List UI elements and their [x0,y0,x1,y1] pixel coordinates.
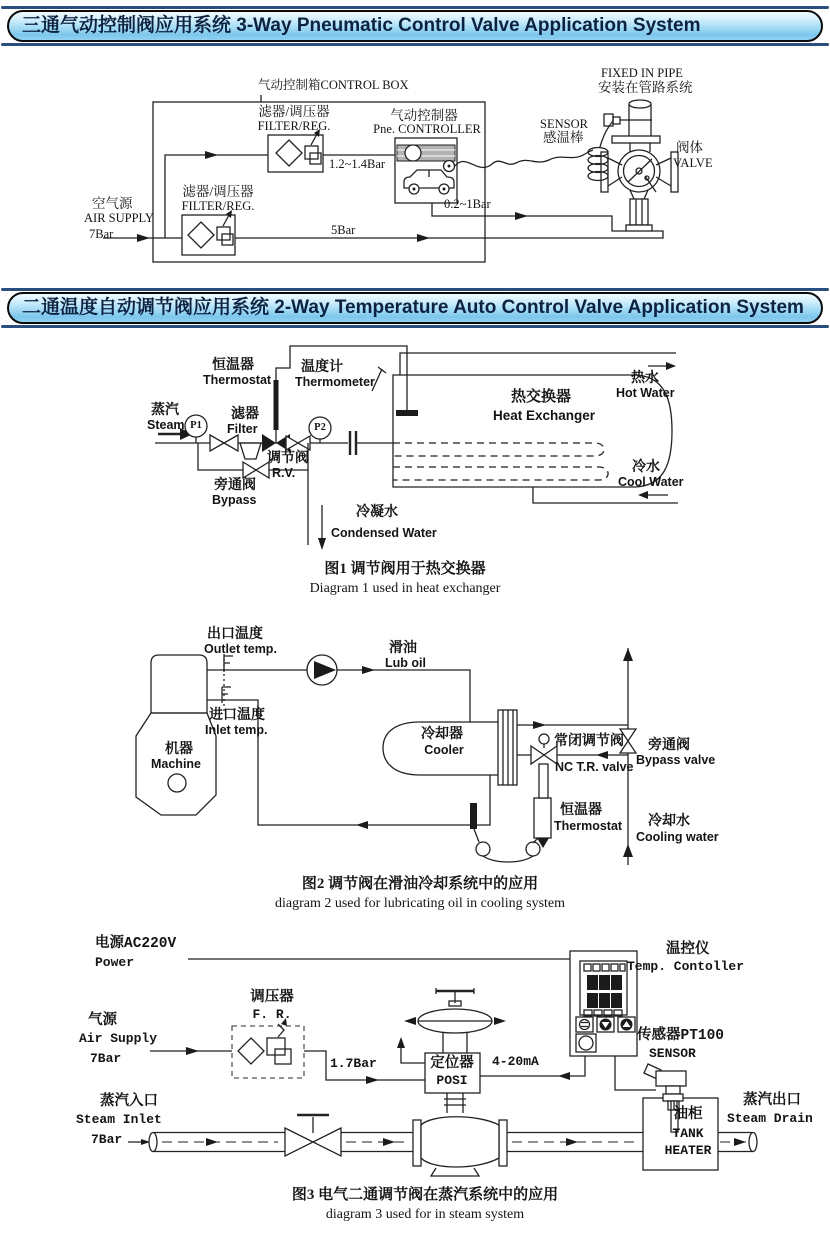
label-rv-en: R.V. [272,466,296,480]
label-condensed-zh: 冷凝水 [356,503,398,519]
label-cooler-zh: 冷却器 [421,725,463,741]
globe-valve-body [421,1117,499,1167]
label-machine-zh: 机器 [165,740,193,756]
label-air-supply-bar: 7Bar [89,227,114,241]
label-cooling-water-en: Cooling water [636,830,719,844]
label-lub-oil-zh: 滑油 [389,639,417,655]
label-steam-en: Steam [147,418,185,432]
label-filter-en: Filter [227,422,258,436]
label-pressure-12-14: 1.2~1.4Bar [329,157,386,171]
section-title-2way: 二通温度自动调节阀应用系统 2-Way Temperature Auto Control Valve Application System [22,297,804,318]
label-gauge-p2: P2 [314,422,326,433]
label-tank-en1: TANK [672,1126,704,1141]
label-fr-zh: 调压器 [250,990,294,1006]
sensing-bulb [396,410,418,416]
label-steam-inlet-bar: 7Bar [91,1132,123,1147]
label-pressure-5: 5Bar [331,223,356,237]
label-cool-water-en: Cool Water [618,475,684,489]
caption-3-zh: 图3 电气二通调节阀在蒸汽系统中的应用 [291,1187,559,1203]
label-steam-drain-en: Steam Drain [727,1111,813,1126]
label-bypass-valve-zh: 旁通阀 [648,736,690,752]
label-heat-exchanger-zh: 热交换器 [510,388,572,405]
label-cooler-en: Cooler [424,743,464,757]
label-pne-controller-zh: 气动控制器 [390,108,458,123]
label-air3-zh: 气源 [88,1013,117,1029]
label-cool-water-zh: 冷水 [632,458,660,474]
label-thermostat2-zh: 恒温器 [560,801,602,817]
label-air-supply-zh: 空气源 [92,196,133,211]
thermostat-bulb [470,803,477,829]
label-fixed-in-pipe-en: FIXED IN PIPE [601,66,683,80]
label-control-box: 气动控制箱CONTROL BOX [258,78,409,92]
label-outlet-temp-en: Outlet temp. [204,642,277,656]
label-tank-zh: 油柜 [673,1107,703,1123]
caption-3-en: diagram 3 used for in steam system [325,1207,525,1222]
label-17bar: 1.7Bar [330,1056,377,1071]
label-lub-oil-en: Lub oil [385,656,426,670]
label-heat-exchanger-en: Heat Exchanger [492,408,596,423]
label-filter-zh: 滤器 [231,405,259,421]
label-4-20ma: 4-20mA [492,1054,539,1069]
label-steam-drain-zh: 蒸汽出口 [743,1093,801,1109]
label-temp-controller-en: Temp. Contoller [627,959,745,974]
label-temp-controller-zh: 温控仪 [666,942,710,958]
label-pressure-02-1: 0.2~1Bar [444,197,491,211]
label-thermostat2-en: Thermostat [554,819,623,833]
caption-1-en: Diagram 1 used in heat exchanger [309,581,501,596]
label-filter-reg2-en: FILTER/REG. [181,199,255,213]
label-sensor-zh: 感温棒 [543,130,584,145]
label-valve-zh: 阀体 [676,140,703,155]
label-pne-controller-en: Pne. CONTROLLER [373,122,481,136]
label-thermometer-zh: 温度计 [301,358,343,374]
label-hot-water-en: Hot Water [616,386,675,400]
sensor-cable [455,150,593,167]
label-inlet-temp-en: Inlet temp. [205,723,268,737]
label-machine-en: Machine [150,757,202,771]
label-fr-en: F. R. [252,1007,292,1022]
label-gauge-p1: P1 [190,420,202,431]
label-fixed-in-pipe-zh: 安装在管路系统 [598,80,693,95]
nc-valve-symbol [531,746,544,764]
label-inlet-temp-zh: 进口温度 [209,706,265,722]
label-tank-en2: HEATER [664,1143,712,1158]
label-steam-inlet-en: Steam Inlet [76,1112,162,1127]
label-air3-en: Air Supply [79,1031,158,1046]
section-title-3way: 三通气动控制阀应用系统 3-Way Pneumatic Control Valve Application System [22,15,701,36]
label-steam-inlet-zh: 蒸汽入口 [100,1094,158,1110]
label-power-en: Power [95,955,135,970]
label-positioner-zh: 定位器 [430,1056,474,1072]
caption-2-zh: 图2 调节阀在滑油冷却系统中的应用 [301,876,539,892]
caption-1-zh: 图1 调节阀用于热交换器 [324,561,486,577]
label-nc-valve-zh: 常闭调节阀 [554,732,624,748]
label-hot-water-zh: 热水 [631,369,659,385]
label-power-zh: 电源AC220V [95,936,177,952]
label-outlet-temp-zh: 出口温度 [207,625,263,641]
filter-symbol [240,443,261,459]
label-thermostat-zh: 恒温器 [212,356,254,372]
label-bypass-en: Bypass [212,493,257,507]
label-valve-en: VALVE [673,156,713,170]
label-thermometer-en: Thermometer [295,375,375,389]
label-cooling-water-zh: 冷却水 [648,812,690,828]
label-pt100-zh: 传感器PT100 [637,1028,725,1044]
thermostat-rod [274,380,279,430]
label-thermostat-en: Thermostat [203,373,272,387]
label-bypass-zh: 旁通阀 [214,476,256,492]
label-positioner-en: POSI [436,1073,468,1088]
thermostat-body [534,798,551,838]
label-steam-zh: 蒸汽 [151,401,179,417]
label-air-supply-en: AIR SUPPLY [84,211,154,225]
label-rv-zh: 调节阀 [267,449,309,465]
label-condensed-en: Condensed Water [331,526,437,540]
pt100-sensor-head [656,1071,686,1086]
label-air3-bar: 7Bar [90,1051,122,1066]
label-filter-reg1-en: FILTER/REG. [257,119,331,133]
label-sensor-en: SENSOR [540,117,588,131]
label-bypass-valve-en: Bypass valve [636,753,716,767]
label-nc-valve-en: NC T.R. valve [555,760,634,774]
gate-valve-symbol [285,1128,313,1156]
label-filter-reg2-zh: 滤器/调压器 [182,184,254,199]
label-filter-reg1-zh: 滤器/调压器 [258,104,330,119]
label-pt100-en: SENSOR [649,1046,696,1061]
caption-2-en: diagram 2 used for lubricating oil in cooling system [274,896,566,911]
